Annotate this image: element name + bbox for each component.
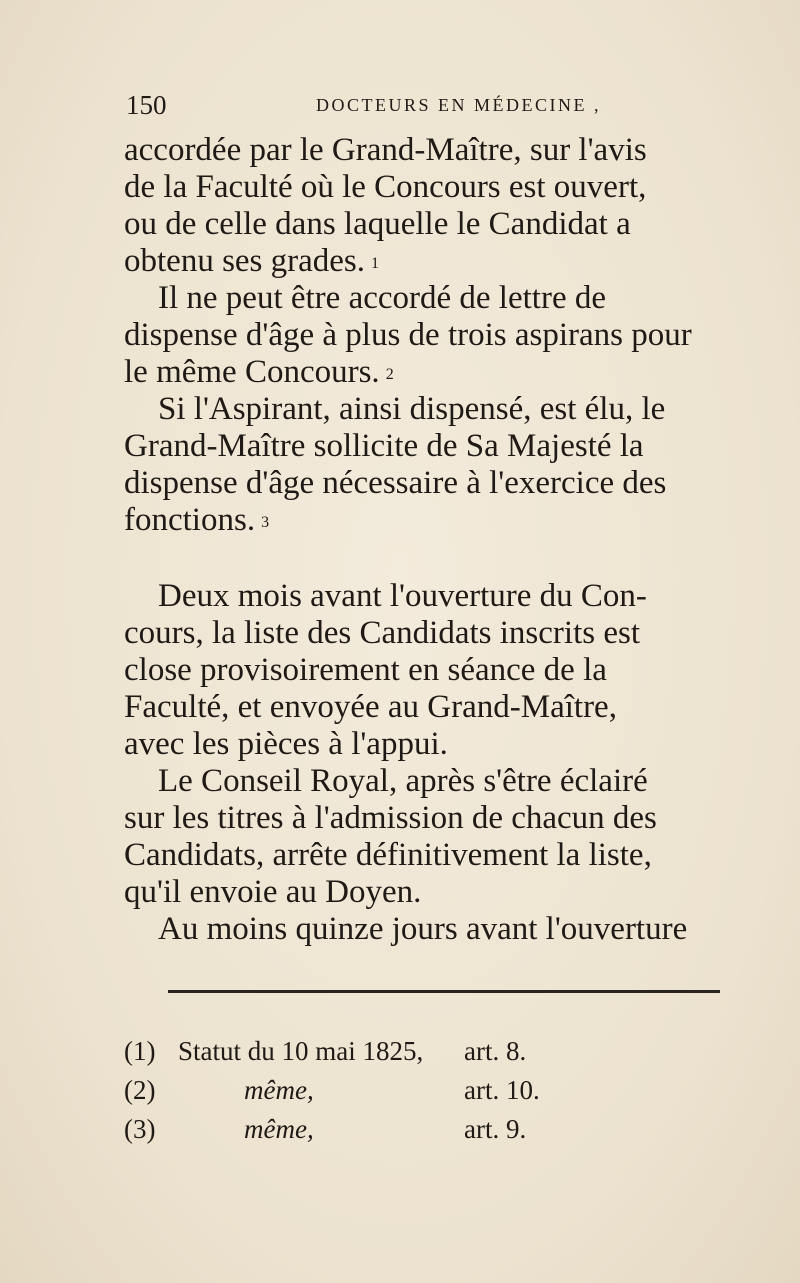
text-line	[124, 243, 724, 280]
text-line: dispense d'âge nécessaire à l'exercice des	[124, 465, 667, 501]
text-line: Il ne peut être accordé de lettre de	[158, 280, 606, 316]
footnote-article: art. 8.	[464, 1036, 527, 1066]
page-number: 150	[126, 90, 167, 120]
footnote-ref: 2	[385, 366, 394, 383]
section-gap	[124, 539, 724, 578]
footnote-text: même,	[244, 1114, 314, 1144]
footnote-1	[124, 1032, 624, 1071]
footnote-text: Statut du 10 mai 1825,	[178, 1036, 424, 1066]
text-line: close provisoirement en séance de la	[124, 652, 607, 688]
paragraph-2	[124, 280, 724, 391]
paragraph-5	[124, 763, 724, 911]
text-line: cours, la liste des Candidats inscrits est	[124, 615, 640, 651]
text-line: de la Faculté où le Concours est ouvert,	[124, 169, 647, 205]
footnote-rule	[168, 990, 720, 993]
footnote-3	[124, 1110, 624, 1149]
text-line-content: le même Concours.	[124, 354, 380, 390]
text-line-content: fonctions.	[124, 502, 256, 538]
body-text	[124, 132, 724, 948]
text-line: Grand-Maître sollicite de Sa Majesté la	[124, 428, 644, 464]
text-line: avec les pièces à l'appui.	[124, 726, 448, 762]
paragraph-4	[124, 578, 724, 763]
footnote-ref: 3	[261, 514, 270, 531]
footnote-number: (2)	[124, 1075, 156, 1105]
text-line: sur les titres à l'admission de chacun des	[124, 800, 657, 836]
footnote-article: art. 10.	[464, 1075, 540, 1105]
footnote-2	[124, 1071, 624, 1110]
footnote-article: art. 9.	[464, 1114, 527, 1144]
text-line: dispense d'âge à plus de trois aspirans pour	[124, 317, 692, 353]
running-title: DOCTEURS EN MÉDECINE ,	[316, 95, 601, 115]
text-line: Faculté, et envoyée au Grand-Maître,	[124, 689, 617, 725]
text-line: Le Conseil Royal, après s'être éclairé	[158, 763, 648, 799]
footnote-number: (3)	[124, 1114, 156, 1144]
text-line: Deux mois avant l'ouverture du Con-	[158, 578, 647, 614]
text-line: Candidats, arrête définitivement la liste,	[124, 837, 652, 873]
text-line: Si l'Aspirant, ainsi dispensé, est élu, le	[158, 391, 666, 427]
text-line: Au moins quinze jours avant l'ouverture	[158, 911, 688, 947]
paragraph-3	[124, 391, 724, 539]
text-line-content: obtenu ses grades.	[124, 243, 366, 279]
footnote-text: même,	[244, 1075, 314, 1105]
paragraph-6	[124, 911, 724, 948]
text-line: ou de celle dans laquelle le Candidat a	[124, 206, 631, 242]
footnote-ref: 1	[371, 255, 380, 272]
footnotes	[124, 1032, 624, 1149]
paragraph-1	[124, 132, 724, 280]
text-line	[124, 502, 724, 539]
text-line	[124, 354, 724, 391]
footnote-number: (1)	[124, 1036, 156, 1066]
page-header	[126, 90, 726, 126]
text-line: qu'il envoie au Doyen.	[124, 874, 422, 910]
text-line: accordée par le Grand-Maître, sur l'avis	[124, 132, 647, 168]
